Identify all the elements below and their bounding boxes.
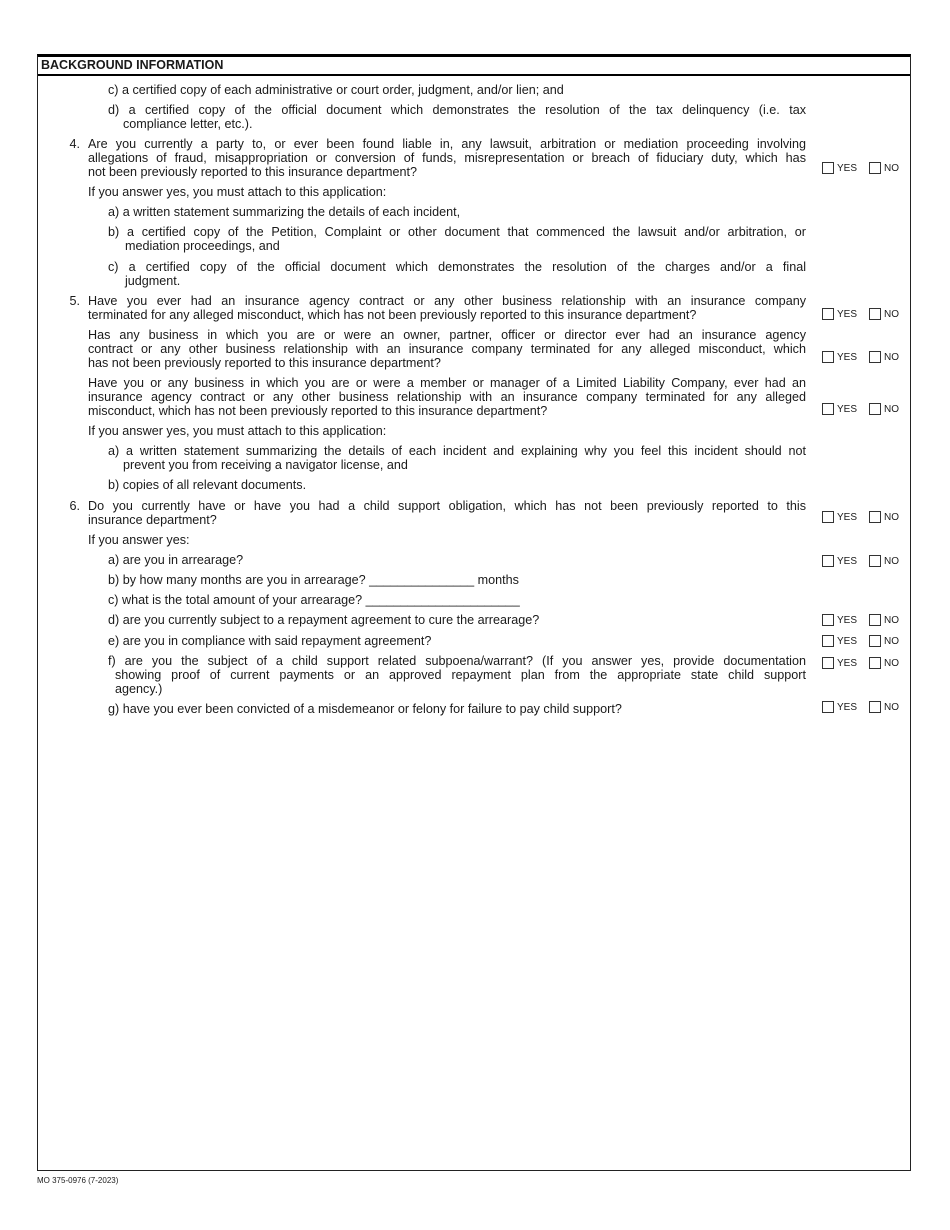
q6-item-d: d) are you currently subject to a repayment agreement to cure the arrearage? bbox=[108, 613, 540, 627]
q5-attach-instruction: If you answer yes, you must attach to this application: bbox=[88, 424, 387, 438]
q4-line3: not been previously reported to this insurance department? bbox=[88, 165, 418, 179]
no-label: NO bbox=[884, 512, 899, 523]
q5-p1-yes-checkbox[interactable] bbox=[822, 308, 834, 320]
q6-yes-no bbox=[822, 511, 906, 525]
q3-item-d-line1: d) a certified copy of the official document which demonstrates the resolution of the tax delinquency (i.e. tax bbox=[108, 103, 806, 117]
q6d-yes-no bbox=[822, 614, 906, 628]
no-label: NO bbox=[884, 636, 899, 647]
no-label: NO bbox=[884, 556, 899, 567]
q5-item-b: b) copies of all relevant documents. bbox=[108, 478, 307, 492]
q4-no-checkbox[interactable] bbox=[869, 162, 881, 174]
q6a-no-checkbox[interactable] bbox=[869, 555, 881, 567]
q5-p3-line3: misconduct, which has not been previously reported to this insurance department? bbox=[88, 404, 548, 418]
q5-number: 5. bbox=[69, 294, 80, 308]
q6f-no-checkbox[interactable] bbox=[869, 657, 881, 669]
form-number-footer: MO 375-0976 (7-2023) bbox=[37, 1176, 119, 1185]
q6d-yes-checkbox[interactable] bbox=[822, 614, 834, 626]
q4-item-b-line1: b) a certified copy of the Petition, Complaint or other document that commenced the lawsuit and/or arbitration, or bbox=[108, 225, 806, 239]
q4-item-b-line2: mediation proceedings, and bbox=[125, 239, 280, 253]
q5-item-a-line1: a) a written statement summarizing the details of each incident and explaining why you feel this incident should not bbox=[108, 444, 806, 458]
q4-yes-checkbox[interactable] bbox=[822, 162, 834, 174]
q6d-no-checkbox[interactable] bbox=[869, 614, 881, 626]
q4-item-a: a) a written statement summarizing the details of each incident, bbox=[108, 205, 461, 219]
q6e-yes-no bbox=[822, 635, 906, 649]
q6-if-yes: If you answer yes: bbox=[88, 533, 190, 547]
q3-item-c: c) a certified copy of each administrative or court order, judgment, and/or lien; and bbox=[108, 83, 564, 97]
q6a-yes-no bbox=[822, 555, 906, 569]
q5-p1-line2: terminated for any alleged misconduct, which has not been previously reported to this insurance department? bbox=[88, 308, 697, 322]
q5-p3-line1: Have you or any business in which you are or were a member or manager of a Limited Liability Company, ever had an bbox=[88, 376, 806, 390]
yes-label: YES bbox=[837, 658, 858, 669]
yes-label: YES bbox=[837, 404, 858, 415]
q5-p1-line1: Have you ever had an insurance agency contract or any other business relationship with an insurance company bbox=[88, 294, 806, 308]
no-label: NO bbox=[884, 352, 899, 363]
q4-yes-no bbox=[822, 162, 906, 176]
q5-p2-no-checkbox[interactable] bbox=[869, 351, 881, 363]
q6g-no-checkbox[interactable] bbox=[869, 701, 881, 713]
yes-label: YES bbox=[837, 352, 858, 363]
q6-item-c: c) what is the total amount of your arrearage? ______________________ bbox=[108, 593, 520, 607]
section-title: BACKGROUND INFORMATION bbox=[38, 57, 910, 76]
yes-label: YES bbox=[837, 636, 858, 647]
no-label: NO bbox=[884, 404, 899, 415]
q6f-yes-checkbox[interactable] bbox=[822, 657, 834, 669]
q5-p1-yes-no bbox=[822, 308, 906, 322]
q6-line1: Do you currently have or have you had a child support obligation, which has not been previously reported to this bbox=[88, 499, 806, 513]
q6g-yes-no bbox=[822, 701, 906, 715]
q5-p2-line1: Has any business in which you are or were an owner, partner, officer or director ever had an insurance agency bbox=[88, 328, 806, 342]
q5-p3-no-checkbox[interactable] bbox=[869, 403, 881, 415]
q5-p3-yes-no bbox=[822, 403, 906, 417]
yes-label: YES bbox=[837, 512, 858, 523]
q5-p3-yes-checkbox[interactable] bbox=[822, 403, 834, 415]
q6-item-a: a) are you in arrearage? bbox=[108, 553, 244, 567]
q4-line2: allegations of fraud, misappropriation or conversion of funds, misrepresentation or breach of fiduciary duty, which has bbox=[88, 151, 806, 165]
q6-item-e: e) are you in compliance with said repayment agreement? bbox=[108, 634, 432, 648]
q6e-yes-checkbox[interactable] bbox=[822, 635, 834, 647]
q6-item-f-line3: agency.) bbox=[115, 682, 163, 696]
q4-number: 4. bbox=[69, 137, 80, 151]
no-label: NO bbox=[884, 658, 899, 669]
q6-item-f-line2: showing proof of current payments or an approved repayment plan from the appropriate state child support bbox=[115, 668, 806, 682]
no-label: NO bbox=[884, 702, 899, 713]
q5-item-a-line2: prevent you from receiving a navigator license, and bbox=[123, 458, 408, 472]
q6-number: 6. bbox=[69, 499, 80, 513]
yes-label: YES bbox=[837, 309, 858, 320]
q6e-no-checkbox[interactable] bbox=[869, 635, 881, 647]
q6-yes-checkbox[interactable] bbox=[822, 511, 834, 523]
q4-item-c-line1: c) a certified copy of the official document which demonstrates the resolution of the charges and/or a final bbox=[108, 260, 806, 274]
yes-label: YES bbox=[837, 556, 858, 567]
yes-label: YES bbox=[837, 702, 858, 713]
yes-label: YES bbox=[837, 615, 858, 626]
q6-item-f-line1: f) are you the subject of a child support related subpoena/warrant? (If you answer yes, provide documentation bbox=[108, 654, 806, 668]
q5-p3-line2: insurance agency contract or any other business relationship with an insurance company terminated for any alleged bbox=[88, 390, 806, 404]
q4-item-c-line2: judgment. bbox=[125, 274, 181, 288]
no-label: NO bbox=[884, 309, 899, 320]
q6a-yes-checkbox[interactable] bbox=[822, 555, 834, 567]
no-label: NO bbox=[884, 615, 899, 626]
q6-item-b: b) by how many months are you in arrearage? _______________ months bbox=[108, 573, 519, 587]
q6g-yes-checkbox[interactable] bbox=[822, 701, 834, 713]
q5-p2-line3: has not been previously reported to this insurance department? bbox=[88, 356, 441, 370]
q6-item-g: g) have you ever been convicted of a misdemeanor or felony for failure to pay child support? bbox=[108, 702, 622, 716]
q4-line1: Are you currently a party to, or ever been found liable in, any lawsuit, arbitration or mediation proceeding involving bbox=[88, 137, 806, 151]
q6f-yes-no bbox=[822, 657, 906, 671]
q5-p2-yes-no bbox=[822, 351, 906, 365]
q4-attach-instruction: If you answer yes, you must attach to this application: bbox=[88, 185, 387, 199]
q5-p1-no-checkbox[interactable] bbox=[869, 308, 881, 320]
yes-label: YES bbox=[837, 163, 858, 174]
q6-line2: insurance department? bbox=[88, 513, 217, 527]
q5-p2-yes-checkbox[interactable] bbox=[822, 351, 834, 363]
no-label: NO bbox=[884, 163, 899, 174]
q6-no-checkbox[interactable] bbox=[869, 511, 881, 523]
q3-item-d-line2: compliance letter, etc.). bbox=[123, 117, 253, 131]
q5-p2-line2: contract or any other business relationship with an insurance company terminated for any alleged misconduct, which bbox=[88, 342, 806, 356]
